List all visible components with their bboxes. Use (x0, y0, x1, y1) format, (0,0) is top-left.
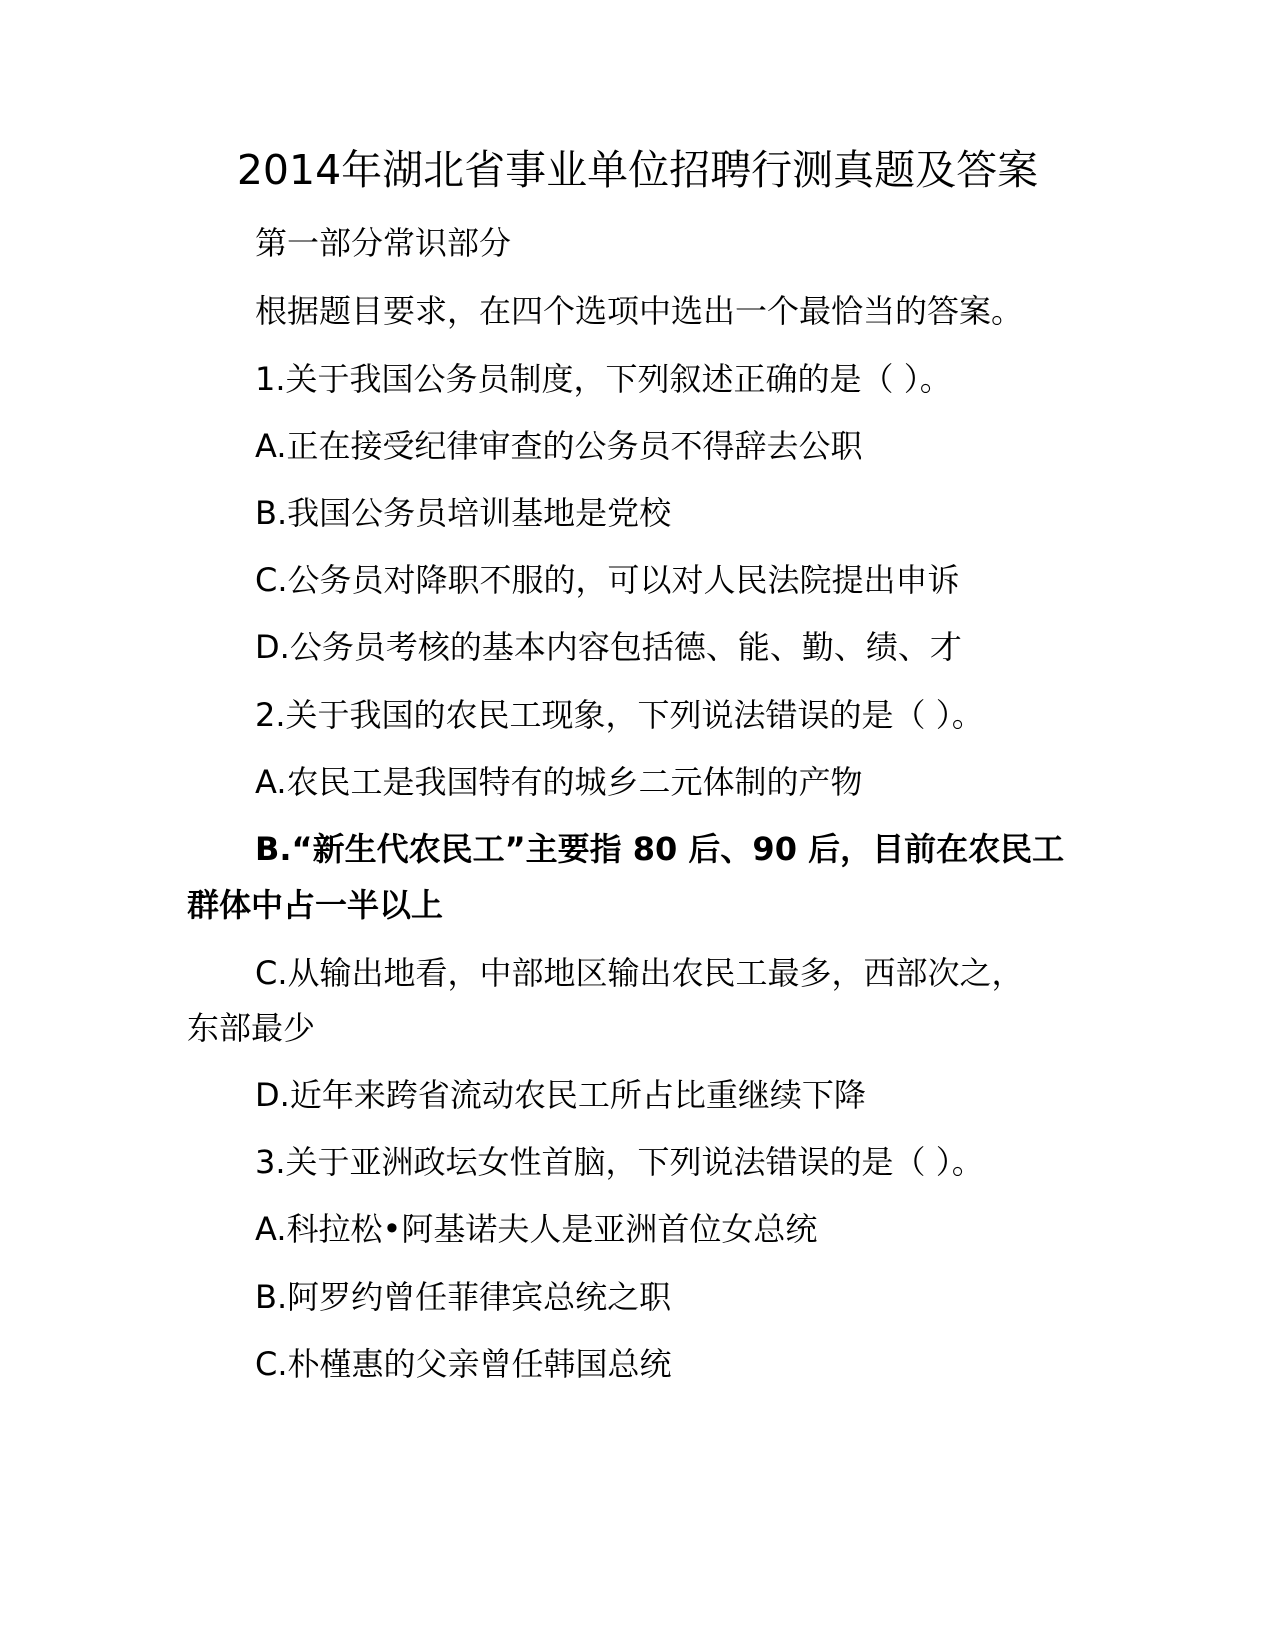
question-2-option-c-continued: 东部最少 (187, 1009, 316, 1047)
question-1-option-a: A.正在接受纪律审查的公务员不得辞去公职 (255, 427, 863, 465)
question-2-stem: 2.关于我国的农民工现象，下列说法错误的是（ ）。 (255, 696, 984, 734)
question-3-option-a: A.科拉松•阿基诺夫人是亚洲首位女总统 (255, 1210, 818, 1248)
question-3-option-b: B.阿罗约曾任菲律宾总统之职 (255, 1278, 672, 1316)
question-2-option-b: B.“新生代农民工”主要指 80 后、90 后，目前在农民工 (255, 830, 1065, 868)
question-3-option-c: C.朴槿惠的父亲曾任韩国总统 (255, 1345, 672, 1383)
question-2-option-d: D.近年来跨省流动农民工所占比重继续下降 (255, 1076, 866, 1114)
instructions-text: 根据题目要求，在四个选项中选出一个最恰当的答案。 (255, 292, 1024, 330)
question-1-stem: 1.关于我国公务员制度，下列叙述正确的是（ ）。 (255, 360, 952, 398)
question-3-stem: 3.关于亚洲政坛女性首脑，下列说法错误的是（ ）。 (255, 1143, 984, 1181)
question-2-option-a: A.农民工是我国特有的城乡二元体制的产物 (255, 763, 863, 801)
question-1-option-d: D.公务员考核的基本内容包括德、能、勤、绩、才 (255, 628, 962, 666)
section-heading: 第一部分常识部分 (255, 224, 512, 262)
question-2-option-b-continued: 群体中占一半以上 (187, 886, 444, 924)
question-2-option-c: C.从输出地看，中部地区输出农民工最多，西部次之， (255, 954, 1024, 992)
document-title: 2014年湖北省事业单位招聘行测真题及答案 (236, 146, 1039, 194)
question-1-option-c: C.公务员对降职不服的，可以对人民法院提出申诉 (255, 561, 960, 599)
question-1-option-b: B.我国公务员培训基地是党校 (255, 494, 672, 532)
